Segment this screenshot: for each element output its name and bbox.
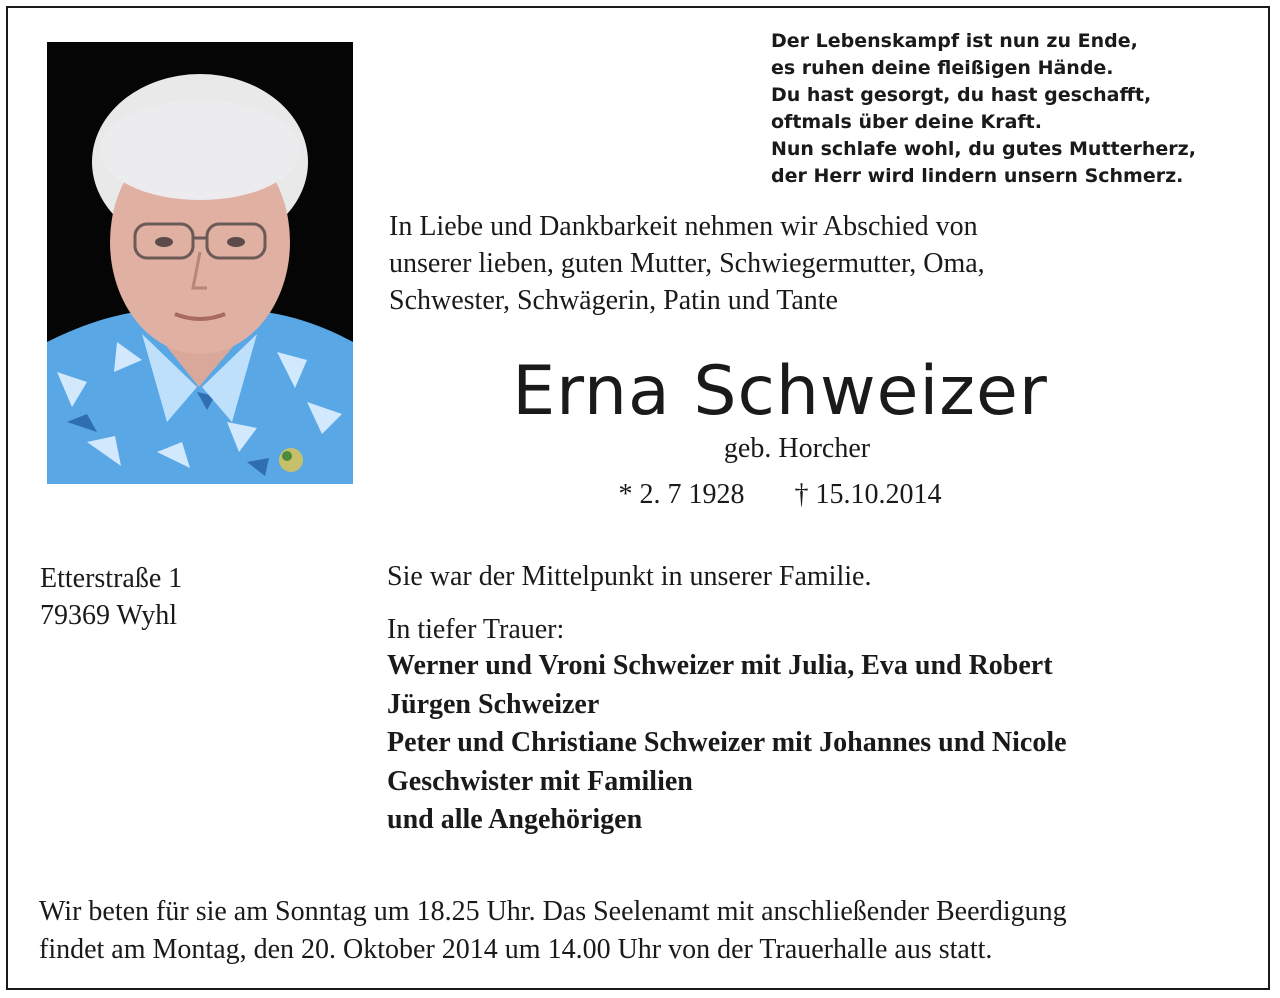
mourners-list	[387, 647, 1067, 840]
poem-line: Du hast gesorgt, du hast geschafft,	[771, 84, 1152, 106]
service-notice	[39, 893, 1264, 969]
poem-line: Der Lebenskampf ist nun zu Ende,	[771, 30, 1138, 52]
birth-date: * 2. 7 1928	[618, 479, 745, 510]
address	[40, 560, 182, 634]
mourner-line: Jürgen Schweizer	[387, 688, 600, 720]
portrait-photo	[47, 42, 353, 484]
maiden-name: geb. Horcher	[723, 433, 871, 464]
intro-text	[389, 208, 1219, 319]
deceased-name: Erna Schweizer	[512, 352, 1048, 431]
poem	[771, 28, 1241, 190]
mourner-line: und alle Angehörigen	[387, 804, 643, 835]
intro-line: unserer lieben, guten Mutter, Schwiegermutter, Oma,	[389, 248, 985, 279]
poem-line: oftmals über deine Kraft.	[771, 111, 1042, 133]
mourner-line: Geschwister mit Familien	[387, 765, 693, 797]
address-street: Etterstraße 1	[40, 563, 183, 594]
service-notice-line: findet am Montag, den 20. Oktober 2014 um 14.00 Uhr von der Trauerhalle aus statt.	[39, 934, 993, 965]
poem-line: es ruhen deine fleißigen Hände.	[771, 57, 1114, 79]
poem-line: der Herr wird lindern unsern Schmerz.	[771, 165, 1184, 187]
life-dates	[380, 476, 1180, 514]
address-city: 79369 Wyhl	[40, 600, 178, 631]
family-center-line: Sie war der Mittelpunkt in unserer Familie.	[387, 561, 872, 592]
mourning-label: In tiefer Trauer:	[387, 614, 565, 645]
service-notice-line: Wir beten für sie am Sonntag um 18.25 Uhr. Das Seelenamt mit anschließender Beerdigung	[39, 896, 1067, 927]
portrait-image	[47, 42, 353, 484]
death-date: † 15.10.2014	[794, 479, 942, 510]
mourner-line: Peter und Christiane Schweizer mit Johannes und Nicole	[387, 727, 1067, 758]
intro-line: Schwester, Schwägerin, Patin und Tante	[389, 285, 838, 316]
poem-line: Nun schlafe wohl, du gutes Mutterherz,	[771, 138, 1196, 160]
mourner-line: Werner und Vroni Schweizer mit Julia, Eva und Robert	[387, 650, 1053, 681]
intro-line: In Liebe und Dankbarkeit nehmen wir Abschied von	[389, 211, 978, 242]
